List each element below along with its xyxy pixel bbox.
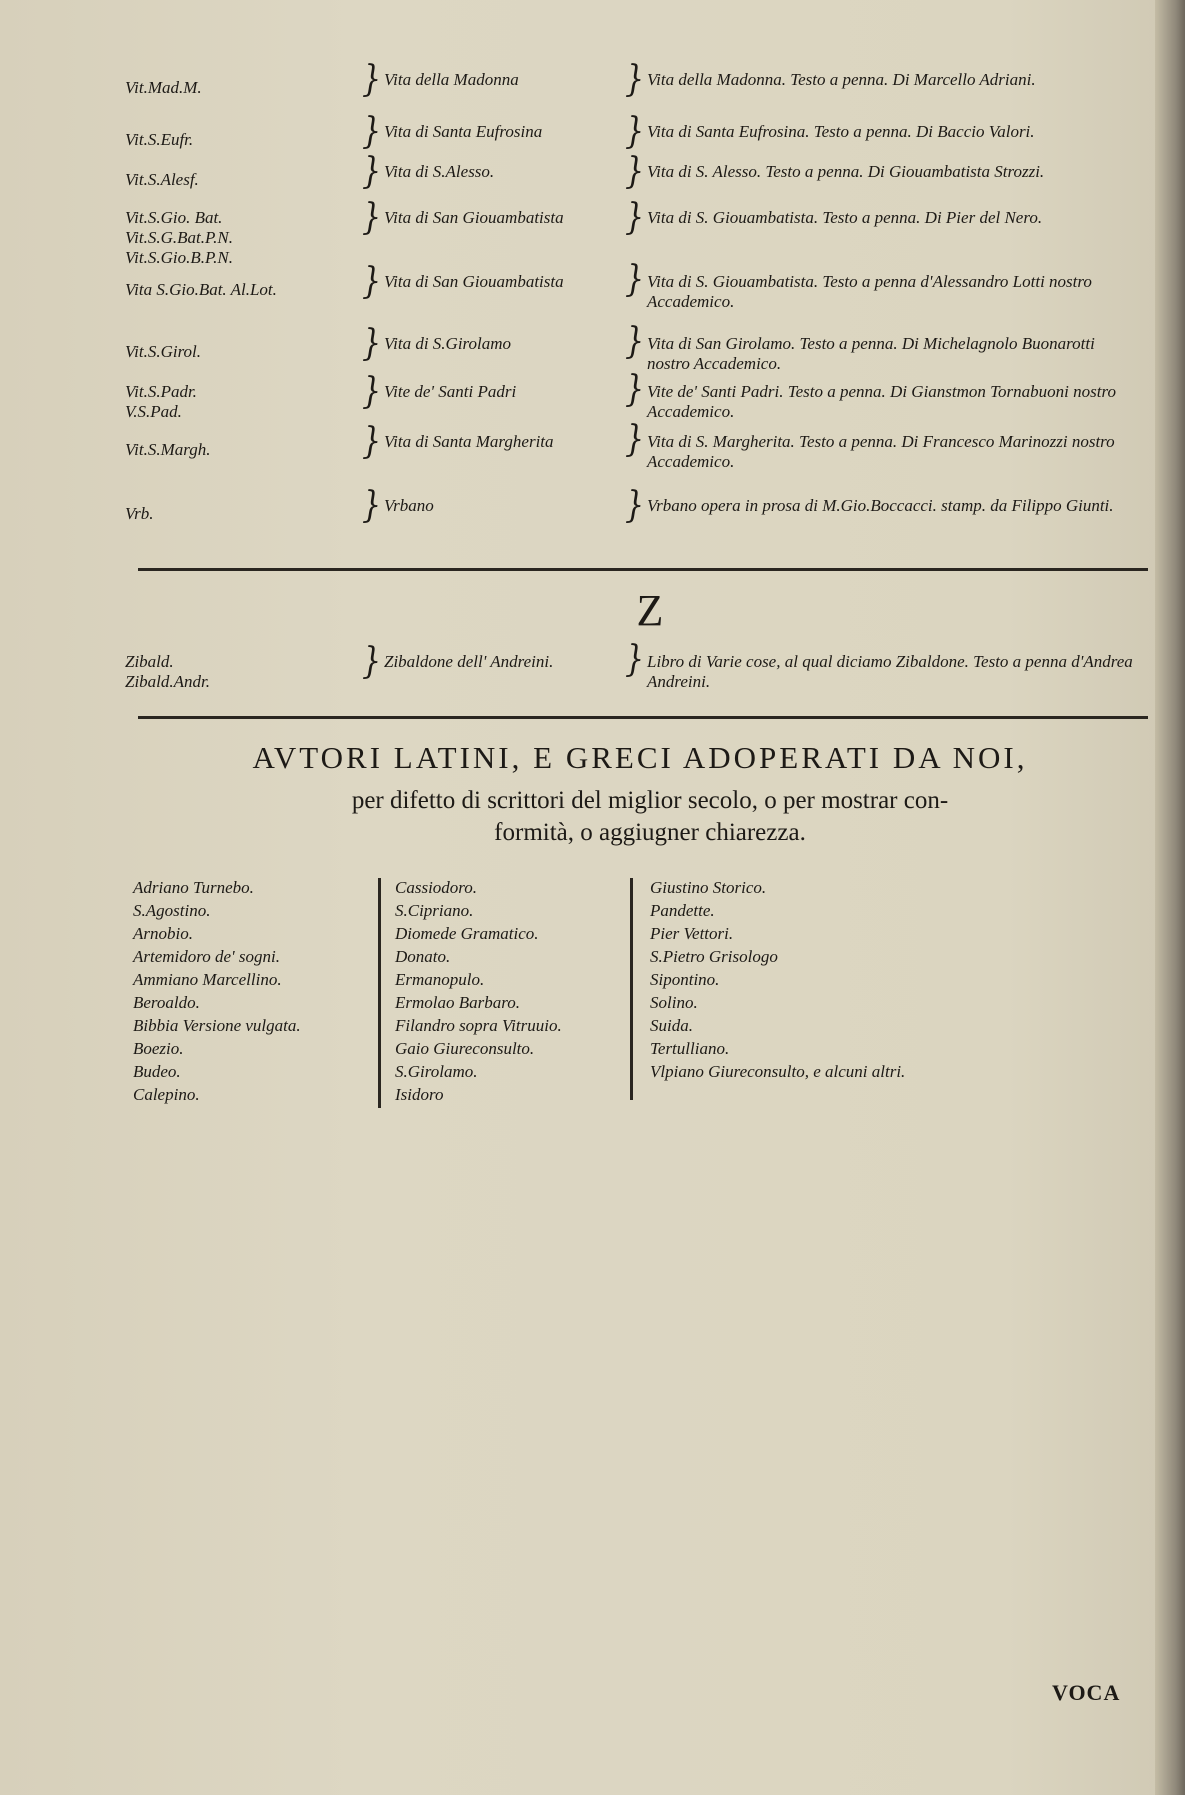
author-name: S.Agostino. — [133, 901, 211, 920]
author-name: Tertulliano. — [650, 1039, 730, 1058]
short-title: } Vita di S.Girolamo — [362, 322, 512, 365]
brace-icon: } — [362, 484, 382, 527]
brace-icon: } — [625, 110, 645, 153]
abbreviation: Vit.S.Girol. — [125, 342, 202, 361]
abbreviation: Vit.Mad.M. — [125, 78, 202, 97]
short-title: } Vita di San Giouambatista — [362, 196, 564, 239]
authors-column-2 — [395, 876, 562, 1106]
brace-icon: } — [625, 484, 645, 527]
column-divider-2 — [630, 878, 633, 1100]
full-description: } Vita di S. Giouambatista. Testo a penna. Di Pier del Nero. — [625, 196, 1043, 239]
brace-icon: } — [362, 110, 382, 153]
abbreviation: Vrb. — [125, 504, 154, 523]
author-name: Pandette. — [650, 901, 715, 920]
abbreviation: Vit.S.Padr. V.S.Pad. — [125, 382, 197, 421]
full-description: } Libro di Varie cose, al qual diciamo Zibaldone. Testo a penna d'Andrea Andreini. — [625, 652, 1140, 692]
section-letter: Z — [636, 586, 664, 635]
author-name: Beroaldo. — [133, 993, 200, 1012]
brace-icon: } — [362, 150, 382, 193]
full-description: } Vrbano opera in prosa di M.Gio.Boccacci. stamp. da Filippo Giunti. — [625, 484, 1114, 527]
author-name: Gaio Giureconsulto. — [395, 1039, 535, 1058]
full-description: } Vita di S. Margherita. Testo a penna. Di Francesco Marinozzi nostro Accademico. — [625, 432, 1140, 472]
full-description: } Vita di Santa Eufrosina. Testo a penna. Di Baccio Valori. — [625, 110, 1035, 153]
author-name: Diomede Gramatico. — [395, 924, 539, 943]
short-title: } Vita della Madonna — [362, 58, 519, 101]
author-name: Pier Vettori. — [650, 924, 734, 943]
author-name: Boezio. — [133, 1039, 184, 1058]
full-description: } Vita di S. Giouambatista. Testo a penna d'Alessandro Lotti nostro Accademico. — [625, 272, 1140, 312]
column-divider-1 — [378, 878, 381, 1108]
author-name: Vlpiano Giureconsulto, e alcuni altri. — [650, 1062, 906, 1081]
abbreviation: Vit.S.Gio. Bat. Vit.S.G.Bat.P.N. Vit.S.Gio.B.P.N. — [125, 208, 233, 267]
author-name: S.Cipriano. — [395, 901, 474, 920]
brace-icon: } — [362, 640, 382, 683]
short-title: } Vrbano — [362, 484, 434, 527]
author-name: Ammiano Marcellino. — [133, 970, 282, 989]
author-name: Suida. — [650, 1016, 693, 1035]
abbreviation: Vit.S.Margh. — [125, 440, 211, 459]
brace-icon: } — [625, 320, 645, 363]
full-description: } Vita della Madonna. Testo a penna. Di Marcello Adriani. — [625, 58, 1036, 101]
author-name: Adriano Turnebo. — [133, 878, 254, 897]
brace-icon: } — [362, 370, 382, 413]
short-title: } Vita di San Giouambatista — [362, 260, 564, 303]
short-title: } Vite de' Santi Padri — [362, 370, 517, 413]
rule-top — [138, 568, 1148, 571]
author-name: Donato. — [395, 947, 451, 966]
author-name: Giustino Storico. — [650, 878, 767, 897]
author-name: Ermanopulo. — [395, 970, 485, 989]
book-gutter — [1155, 0, 1185, 1795]
abbreviation: Zibald. Zibald.Andr. — [125, 652, 211, 691]
short-title: } Vita di Santa Eufrosina — [362, 110, 543, 153]
brace-icon: } — [625, 418, 645, 461]
author-name: Ermolao Barbaro. — [395, 993, 520, 1012]
brace-icon: } — [625, 368, 645, 411]
author-name: Budeo. — [133, 1062, 181, 1081]
brace-icon: } — [362, 420, 382, 463]
author-name: Artemidoro de' sogni. — [133, 947, 281, 966]
short-title: } Zibaldone dell' Andreini. — [362, 640, 554, 683]
author-name: Bibbia Versione vulgata. — [133, 1016, 301, 1035]
short-title: } Vita di Santa Margherita — [362, 420, 554, 463]
short-title: } Vita di S.Alesso. — [362, 150, 495, 193]
abbreviation: Vit.S.Alesf. — [125, 170, 199, 189]
author-name: Arnobio. — [133, 924, 193, 943]
author-name: Isidoro — [395, 1085, 444, 1104]
brace-icon: } — [362, 58, 382, 101]
brace-icon: } — [625, 58, 645, 101]
authors-subheading-1: per difetto di scrittori del miglior secolo, o per mostrar con- — [351, 787, 949, 814]
brace-icon: } — [625, 258, 645, 301]
brace-icon: } — [362, 322, 382, 365]
brace-icon: } — [362, 260, 382, 303]
author-name: Sipontino. — [650, 970, 720, 989]
author-name: Cassiodoro. — [395, 878, 478, 897]
brace-icon: } — [625, 150, 645, 193]
catchword: VOCA — [1052, 1680, 1121, 1705]
author-name: Solino. — [650, 993, 698, 1012]
authors-column-1 — [133, 876, 301, 1106]
author-name: Filandro sopra Vitruuio. — [395, 1016, 562, 1035]
authors-subheading-2: formità, o aggiugner chiarezza. — [494, 819, 806, 846]
brace-icon: } — [362, 196, 382, 239]
author-name: S.Pietro Grisologo — [650, 947, 778, 966]
full-description: } Vite de' Santi Padri. Testo a penna. Di Gianstmon Tornabuoni nostro Accademico. — [625, 382, 1140, 422]
abbreviation: Vita S.Gio.Bat. Al.Lot. — [125, 280, 277, 299]
authors-column-3 — [650, 876, 905, 1083]
brace-icon: } — [625, 196, 645, 239]
full-description: } Vita di S. Alesso. Testo a penna. Di Giouambatista Strozzi. — [625, 150, 1045, 193]
rule-bottom — [138, 716, 1148, 719]
authors-heading: AVTORI LATINI, E GRECI ADOPERATI DA NOI, — [252, 740, 1028, 775]
author-name: Calepino. — [133, 1085, 200, 1104]
full-description: } Vita di San Girolamo. Testo a penna. Di Michelagnolo Buonarotti nostro Accademico. — [625, 334, 1140, 374]
brace-icon: } — [625, 638, 645, 681]
abbreviation: Vit.S.Eufr. — [125, 130, 194, 149]
author-name: S.Girolamo. — [395, 1062, 478, 1081]
